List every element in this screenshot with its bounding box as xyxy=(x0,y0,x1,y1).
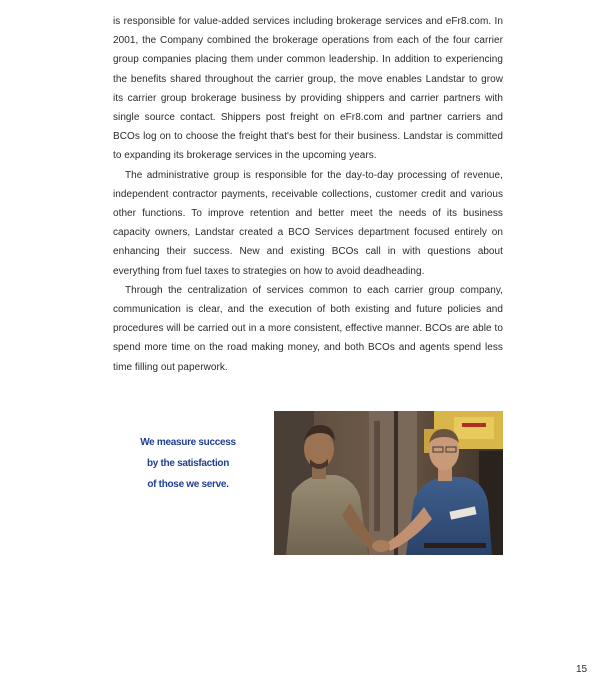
pull-quote xyxy=(128,432,248,495)
pull-quote-line-3: of those we serve. xyxy=(147,479,229,490)
body-text xyxy=(113,12,503,377)
paragraph-administrative: The administrative group is responsible for the day-to-day processing of revenue, independent contractor payments, receivable collections, customer credit and various other functions. To improve retention and better meet the needs of its business capacity owners, Landstar created a BCO Services department focused entirely on enhancing their success. New and existing BCOs call in with questions about everything from fuel taxes to strategies on how to avoid deadheading. xyxy=(113,169,503,277)
pull-quote-line-1: We measure success xyxy=(140,437,236,448)
handshake-illustration xyxy=(274,411,503,555)
paragraph-centralization: Through the centralization of services common to each carrier group company, communication is clear, and the execution of both existing and future policies and procedures will be carried out in a more consistent, effective manner. BCOs are able to spend more time on the road making money, and both BCOs and agents spend less time filling out paperwork. xyxy=(113,284,503,373)
handshake-photo xyxy=(274,411,503,555)
page-number: 15 xyxy=(576,664,588,675)
paragraph-brokerage: is responsible for value-added services including brokerage services and eFr8.com. In 2001, the Company combined the brokerage operations from each of the four carrier group companies placing them under common leadership. In addition to experiencing the benefits shared throughout the carrier group, the move enables Landstar to grow its carrier group brokerage business by providing shippers and carrier partners with single source contact. Shippers post freight on eFr8.com and partner carriers and BCOs log on to choose the freight that's best for their business. Landstar is committed to expanding its brokerage services in the upcoming years. xyxy=(113,16,503,162)
pull-quote-line-2: by the satisfaction xyxy=(146,458,230,469)
